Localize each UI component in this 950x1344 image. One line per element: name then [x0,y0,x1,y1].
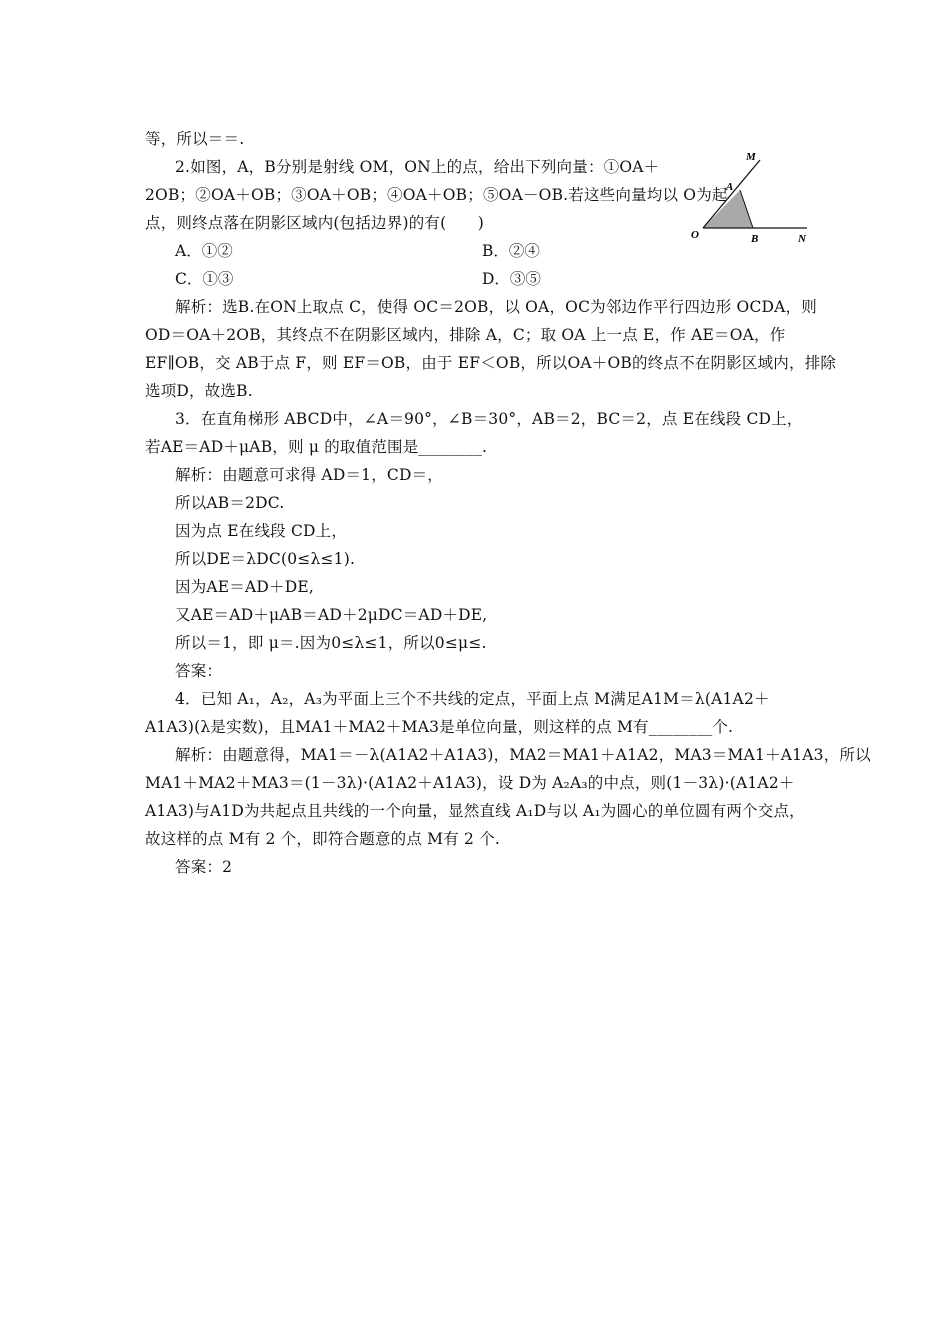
label-a: A [726,181,734,193]
option-b: B．②④ [482,242,540,260]
text-line: 所以AB＝2DC. [175,494,285,512]
solution-text: 解析：由题意可求得 AD＝1，CD＝， [175,466,443,484]
text-line: A1A3)与A1D为共起点且共线的一个向量，显然直线 A₁D与以 A₁为圆心的单位圆有两个交点， [145,802,805,820]
answer-label: 答案： [175,662,223,680]
text-line: 因为AE＝AD＋DE, [175,578,314,596]
text-line: 所以＝1，即 μ＝.因为0≤λ≤1，所以0≤μ≤. [175,634,487,652]
label-n: N [798,233,806,245]
text-line: 故这样的点 M有 2 个，即符合题意的点 M有 2 个. [145,830,501,848]
label-b: B [751,233,759,245]
text-line: 点，则终点落在阴影区域内(包括边界)的有( ) [145,214,484,232]
question-3-stem: 3．在直角梯形 ABCD中，∠A＝90°，∠B＝30°，AB＝2，BC＝2，点 E在线段 CD上， [175,410,803,428]
solution-text: 解析：选B.在ON上取点 C，使得 OC＝2OB，以 OA，OC为邻边作平行四边形 OCDA，则 [175,298,817,316]
text-line: 若AE＝AD＋μAB，则 μ 的取值范围是________. [145,438,488,456]
option-a: A．①② [175,242,233,260]
label-m: M [746,151,756,163]
text-line: MA1＋MA2＋MA3＝(1－3λ)·(A1A2＋A1A3)，设 D为 A₂A₃的中点，则(1－3λ)·(A1A2＋ [145,774,795,792]
text-line: 选项D，故选B. [145,382,253,400]
text-line: 所以DE＝λDC(0≤λ≤1). [175,550,356,568]
text-line: A1A3)(λ是实数)，且MA1＋MA2＋MA3是单位向量，则这样的点 M有________个. [145,718,734,736]
geometry-figure [690,146,815,251]
label-o: O [691,229,699,241]
shaded-triangle [703,190,753,228]
text-line: OD＝OA＋2OB，其终点不在阴影区域内，排除 A，C；取 OA 上一点 E，作 AE＝OA，作 [145,326,786,344]
option-c: C．①③ [175,270,234,288]
question-2-stem: 2.如图，A，B分别是射线 OM，ON上的点，给出下列向量：①OA＋ [175,158,660,176]
solution-text: 解析：由题意得，MA1＝－λ(A1A2＋A1A3)，MA2＝MA1＋A1A2，MA3＝MA1＋A1A3，所以 [175,746,871,764]
answer-text: 答案：2 [175,858,233,876]
text-line: EF∥OB，交 AB于点 F，则 EF＝OB，由于 EF＜OB，所以OA＋OB的终点不在阴影区域内，排除 [145,354,837,372]
question-4-stem: 4．已知 A₁，A₂，A₃为平面上三个不共线的定点，平面上点 M满足A1M＝λ(A1A2＋ [175,690,770,708]
text-line: 又AE＝AD＋μAB＝AD＋2μDC＝AD＋DE, [175,606,488,624]
text-line: 因为点 E在线段 CD上， [175,522,348,540]
text-line: 2OB；②OA＋OB；③OA＋OB；④OA＋OB；⑤OA－OB.若这些向量均以 O为起 [145,186,728,204]
option-d: D．③⑤ [482,270,541,288]
text-line: 等，所以＝＝. [145,130,245,148]
